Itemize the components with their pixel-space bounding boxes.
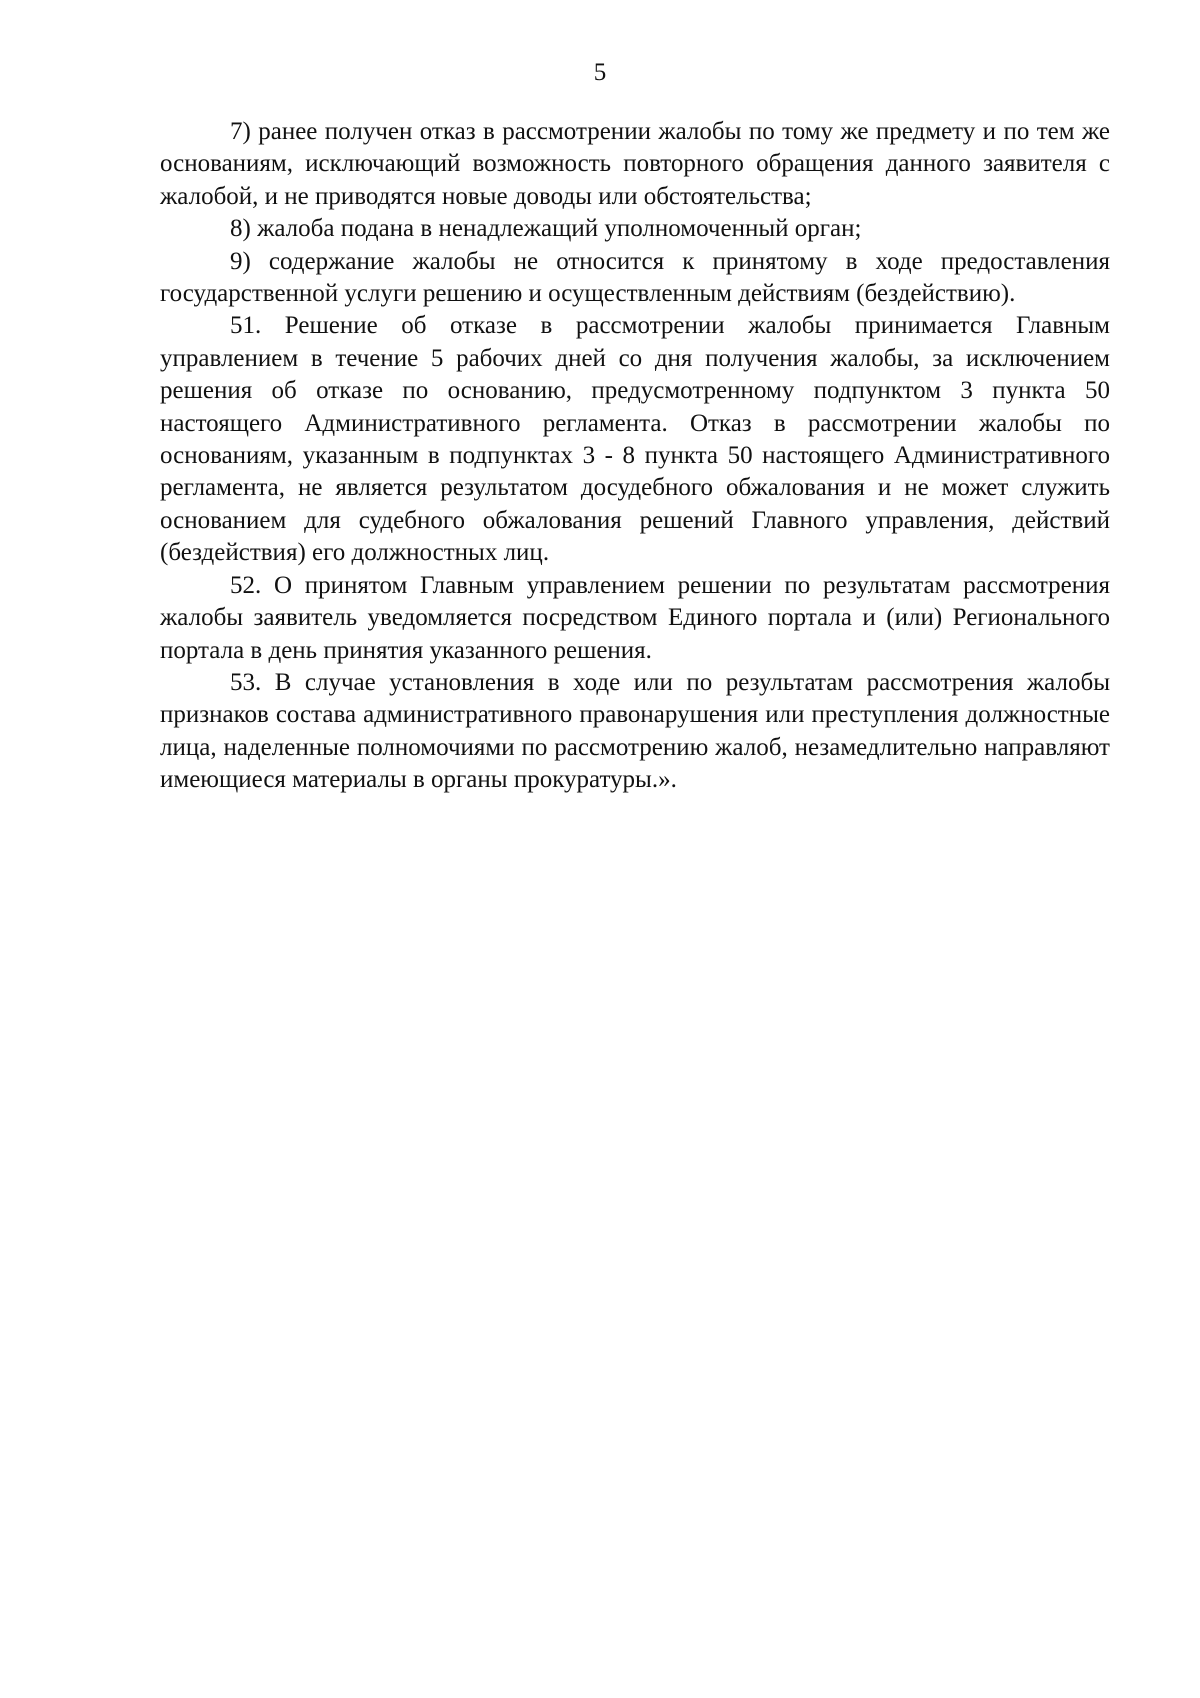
page-number: 5	[593, 59, 607, 86]
document-body	[160, 116, 1110, 797]
paragraph-item-9: 9) содержание жалобы не относится к принятому в ходе предоставления государственной услуги решению и осуществленным действиям (бездействию).	[160, 247, 1110, 308]
paragraph-52: 52. О принятом Главным управлением решении по результатам рассмотрения жалобы заявитель уведомляется посредством Единого портала и (или) Регионального портала в день принятия указанного решения.	[160, 571, 1110, 664]
paragraph-53: 53. В случае установления в ходе или по результатам рассмотрения жалобы признаков состава административного правонарушения или преступления должностные лица, наделенные полномочиями по рассмотрению жалоб, незамедлительно направляют имеющиеся материалы в органы прокуратуры.».	[160, 668, 1110, 794]
paragraph-item-8: 8) жалоба подана в ненадлежащий уполномоченный орган;	[230, 215, 862, 243]
paragraph-51: 51. Решение об отказе в рассмотрении жалобы принимается Главным управлением в течение 5 рабочих дней со дня получения жалобы, за исключением решения об отказе по основанию, предусмотренному подпунктом 3 пункта 50 настоящего Административного регламента. Отказ в рассмотрении жалобы по основаниям, указанным в подпунктах 3 - 8 пункта 50 настоящего Административного регламента, не является результатом досудебного обжалования и не может служить основанием для судебного обжалования решений Главного управления, действий (бездействия) его должностных лиц.	[160, 312, 1110, 567]
paragraph-item-7: 7) ранее получен отказ в рассмотрении жалобы по тому же предмету и по тем же основаниям, исключающий возможность повторного обращения данного заявителя с жалобой, и не приводятся новые доводы или обстоятельства;	[160, 118, 1110, 210]
